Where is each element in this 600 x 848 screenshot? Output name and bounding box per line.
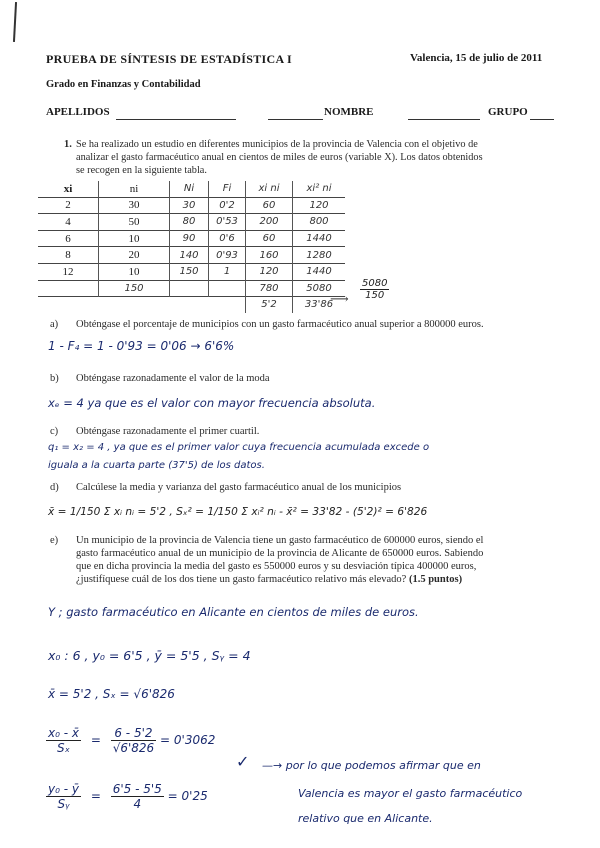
cell: 10	[99, 230, 170, 247]
mean-value: 5'2	[246, 297, 293, 313]
second-moment: 33'86	[293, 297, 346, 313]
cell	[209, 280, 246, 297]
cell: 60	[246, 197, 293, 214]
exam-title: PRUEBA DE SÍNTESIS DE ESTADÍSTICA I	[46, 52, 293, 66]
cell: 160	[246, 247, 293, 264]
checkmark-icon: ✓	[236, 754, 250, 771]
cell: 8	[38, 247, 99, 264]
part-c-label: c)	[50, 426, 59, 437]
cell	[170, 280, 209, 297]
apellidos-line	[116, 119, 236, 120]
part-d-label: d)	[50, 482, 59, 493]
z2-lhs-den: Sᵧ	[57, 797, 70, 811]
cell: 120	[293, 197, 346, 214]
cell	[38, 297, 99, 313]
question-intro-line3: se recogen en la siguiente tabla.	[76, 165, 207, 176]
zscore-valencia	[46, 726, 215, 755]
part-a-answer: 1 - F₄ = 1 - 0'93 = 0'06 → 6'6%	[48, 339, 235, 353]
cell: 150	[170, 263, 209, 280]
part-e-variable-def: Y ; gasto farmacéutico en Alicante en cientos de miles de euros.	[48, 605, 419, 619]
conclusion-line2: Valencia es mayor el gasto farmacéutico	[298, 787, 523, 800]
zscore-alicante	[46, 782, 208, 811]
z1-den: √6'826	[112, 741, 155, 755]
z2-value: = 0'25	[167, 789, 208, 803]
cell: 80	[170, 214, 209, 231]
question-number: 1.	[64, 139, 72, 150]
nombre-label: NOMBRE	[324, 106, 374, 118]
arrow-frac-num: 5080	[362, 278, 388, 289]
cell: 200	[246, 214, 293, 231]
arrow-fraction	[360, 278, 389, 301]
header-xi2ni: xi² ni	[306, 183, 332, 195]
z2-lhs-num: y₀ - ȳ	[48, 782, 79, 796]
z1-lhs-den: Sₓ	[57, 741, 70, 755]
table-row	[38, 263, 345, 280]
question-intro-line1: Se ha realizado un estudio en diferentes municipios de la provincia de Valencia con el objetivo de	[76, 139, 478, 150]
z1-value: = 0'3062	[160, 733, 216, 747]
part-d-answer: x̄ = 1/150 Σ xᵢ nᵢ = 5'2 , Sₓ² = 1/150 Σ xᵢ² nᵢ - x̄² = 33'82 - (5'2)² = 6'826	[48, 506, 428, 518]
cell: 90	[170, 230, 209, 247]
place-date: Valencia, 15 de julio de 2011	[410, 52, 543, 64]
cell: 0'6	[209, 230, 246, 247]
header-xi: xi	[38, 181, 99, 197]
part-b-label: b)	[50, 373, 59, 384]
cell: 30	[170, 197, 209, 214]
cell: 140	[170, 247, 209, 264]
table-row	[38, 247, 345, 264]
part-a-label: a)	[50, 319, 59, 330]
header-Ni: Ni	[170, 181, 209, 197]
grupo-label: GRUPO	[488, 106, 528, 118]
cell	[99, 297, 170, 313]
arrow-icon: ⟶	[330, 291, 349, 306]
cell: 0'2	[209, 197, 246, 214]
apellidos-line-2	[268, 119, 323, 120]
cell: 0'53	[209, 214, 246, 231]
equals-sign: =	[90, 789, 101, 803]
header-ni: ni	[99, 181, 170, 197]
question-intro-line2: analizar el gasto farmacéutico anual en cientos de miles de euros (variable X). Los datos obtenidos	[76, 152, 483, 163]
sum-xini: 780	[246, 280, 293, 297]
sum-xi2ni: 5080	[293, 280, 346, 297]
grupo-line	[530, 119, 554, 120]
table-row	[38, 230, 345, 247]
table-moment-row	[38, 297, 345, 313]
cell: 0'93	[209, 247, 246, 264]
z2-num: 6'5 - 5'5	[112, 782, 162, 796]
cell: 1280	[293, 247, 346, 264]
cell: 20	[99, 247, 170, 264]
cell: 50	[99, 214, 170, 231]
part-e-text-line1: Un municipio de la provincia de Valencia tiene un gasto farmacéutico de 600000 euros, siendo el	[76, 535, 484, 546]
apellidos-label: APELLIDOS	[46, 106, 110, 118]
margin-pen-mark	[13, 2, 17, 42]
cell: 12	[38, 263, 99, 280]
conclusion-line3: relativo que en Alicante.	[298, 812, 433, 825]
cell: 800	[293, 214, 346, 231]
part-c-answer-line2: iguala a la cuarta parte (37'5) de los datos.	[48, 460, 265, 471]
cell	[170, 297, 209, 313]
cell: 120	[246, 263, 293, 280]
cell: 1	[209, 263, 246, 280]
header-Fi: Fi	[209, 181, 246, 197]
part-c-text: Obténgase razonadamente el primer cuartil.	[76, 426, 260, 437]
table-row	[38, 197, 345, 214]
z1-lhs-num: x₀ - x̄	[48, 726, 79, 740]
part-e-values: x₀ : 6 , y₀ = 6'5 , ȳ = 5'5 , Sᵧ = 4	[48, 648, 251, 663]
conclusion-line1: —→ por lo que podemos afirmar que en	[262, 759, 481, 772]
table-header-row	[38, 181, 345, 197]
part-c-answer-line1: q₁ = x₂ = 4 , ya que es el primer valor cuya frecuencia acumulada excede o	[48, 442, 430, 453]
arrow-frac-den: 150	[365, 290, 385, 301]
z1-num: 6 - 5'2	[111, 726, 156, 741]
table-sum-row	[38, 280, 345, 297]
frequency-table	[38, 181, 345, 313]
part-e-text-line3: que en dicha provincia la media del gasto es 550000 euros y su desviación típica 400000 euros,	[76, 561, 477, 572]
z2-den: 4	[133, 797, 142, 811]
cell: 4	[38, 214, 99, 231]
part-e-stats: x̄ = 5'2 , Sₓ = √6'826	[48, 687, 175, 701]
part-e-label: e)	[50, 535, 59, 546]
cell	[38, 280, 99, 297]
part-e-text-line4	[76, 573, 462, 586]
degree-name: Grado en Finanzas y Contabilidad	[46, 79, 201, 90]
cell: 60	[246, 230, 293, 247]
cell: 2	[38, 197, 99, 214]
cell	[209, 297, 246, 313]
sum-ni: 150	[99, 280, 170, 297]
header-xini: xi ni	[246, 181, 293, 197]
part-b-text: Obténgase razonadamente el valor de la moda	[76, 373, 270, 384]
cell: 10	[99, 263, 170, 280]
part-b-answer: xₑ = 4 ya que es el valor con mayor frecuencia absoluta.	[48, 396, 376, 410]
table-row	[38, 214, 345, 231]
part-e-points: (1.5 puntos)	[408, 574, 463, 585]
cell: 30	[99, 197, 170, 214]
cell: 6	[38, 230, 99, 247]
equals-sign: =	[90, 733, 101, 747]
cell: 1440	[293, 263, 346, 280]
cell: 1440	[293, 230, 346, 247]
part-a-text: Obténgase el porcentaje de municipios con un gasto farmacéutico anual superior a 800000 euros.	[76, 319, 484, 330]
part-d-text: Calcúlese la media y varianza del gasto farmacéutico anual de los municipios	[76, 482, 402, 493]
part-e-text-line2: gasto farmacéutico anual de un municipio de la provincia de Alicante de 650000 euros. Sabiendo	[76, 548, 484, 559]
part-e-question: ¿justifíquese cuál de los dos tiene un gasto farmacéutico relativo más elevado?	[76, 574, 407, 585]
nombre-line	[408, 119, 480, 120]
